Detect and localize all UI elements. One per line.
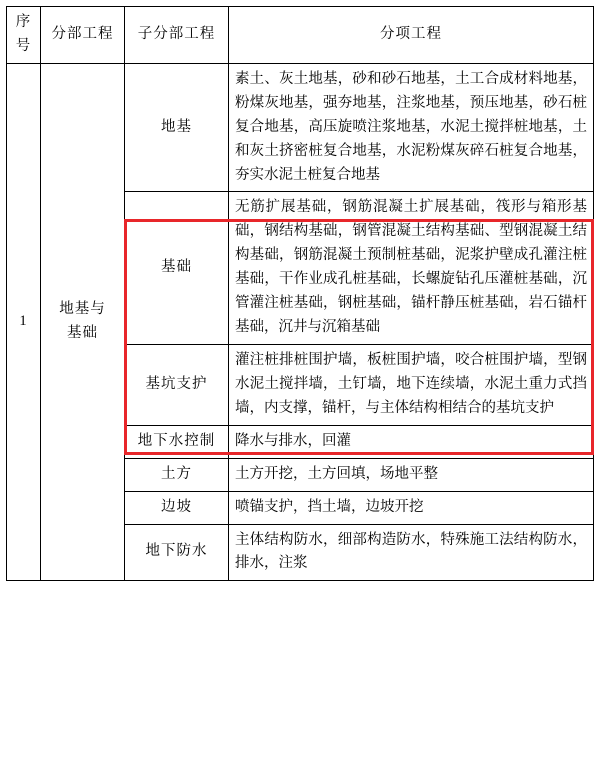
division-part-name: 地基与 基础 bbox=[41, 63, 125, 581]
sub-item-list-pit-support: 灌注桩排桩围护墙，板桩围护墙，咬合桩围护墙，型钢水泥土搅拌墙，土钉墙，地下连续墙，水泥土重力式挡墙，内支撑，锚杆，与主体结构相结合的基坑支护 bbox=[229, 344, 594, 425]
column-header-no: 序号 bbox=[7, 7, 41, 64]
subdivision-name-groundwater-control: 地下水控制 bbox=[125, 425, 229, 458]
table-header bbox=[7, 7, 594, 64]
sub-item-list-underground-waterproof: 主体结构防水，细部构造防水，特殊施工法结构防水，排水，注浆 bbox=[229, 524, 594, 581]
sub-item-list-foundation-soil: 素土、灰土地基，砂和砂石地基，土工合成材料地基，粉煤灰地基，强夯地基，注浆地基，预压地基，砂石桩复合地基，高压旋喷注浆地基，水泥土搅拌桩地基，土和灰土挤密桩复合地基，水泥粉煤灰碎石桩复合地基，夯实水泥土桩复合地基 bbox=[229, 63, 594, 192]
column-header-item: 分项工程 bbox=[229, 7, 594, 64]
column-header-sub: 子分部工程 bbox=[125, 7, 229, 64]
sub-item-list-groundwater-control: 降水与排水，回灌 bbox=[229, 425, 594, 458]
subdivision-name-slope: 边坡 bbox=[125, 491, 229, 524]
column-header-part: 分部工程 bbox=[41, 7, 125, 64]
construction-division-table bbox=[6, 6, 594, 581]
subdivision-name-foundation: 基础 bbox=[125, 192, 229, 345]
sub-item-list-earthwork: 土方开挖，土方回填，场地平整 bbox=[229, 458, 594, 491]
row-sequence-number: 1 bbox=[7, 63, 41, 581]
subdivision-name-pit-support: 基坑支护 bbox=[125, 344, 229, 425]
subdivision-name-foundation-soil: 地基 bbox=[125, 63, 229, 192]
table-body bbox=[7, 63, 594, 581]
table-row bbox=[7, 63, 594, 192]
sub-item-list-slope: 喷锚支护，挡土墙，边坡开挖 bbox=[229, 491, 594, 524]
table-header-row bbox=[7, 7, 594, 64]
sub-item-list-foundation: 无筋扩展基础，钢筋混凝土扩展基础，筏形与箱形基础，钢结构基础，钢管混凝土结构基础、型钢混凝土结构基础，钢筋混凝土预制桩基础，泥浆护壁成孔灌注桩基础，干作业成孔桩基础，长螺旋钻孔压灌桩基础，沉管灌注桩基础，钢桩基础，锚杆静压桩基础，岩石锚杆基础，沉井与沉箱基础 bbox=[229, 192, 594, 345]
subdivision-name-underground-waterproof: 地下防水 bbox=[125, 524, 229, 581]
subdivision-name-earthwork: 土方 bbox=[125, 458, 229, 491]
